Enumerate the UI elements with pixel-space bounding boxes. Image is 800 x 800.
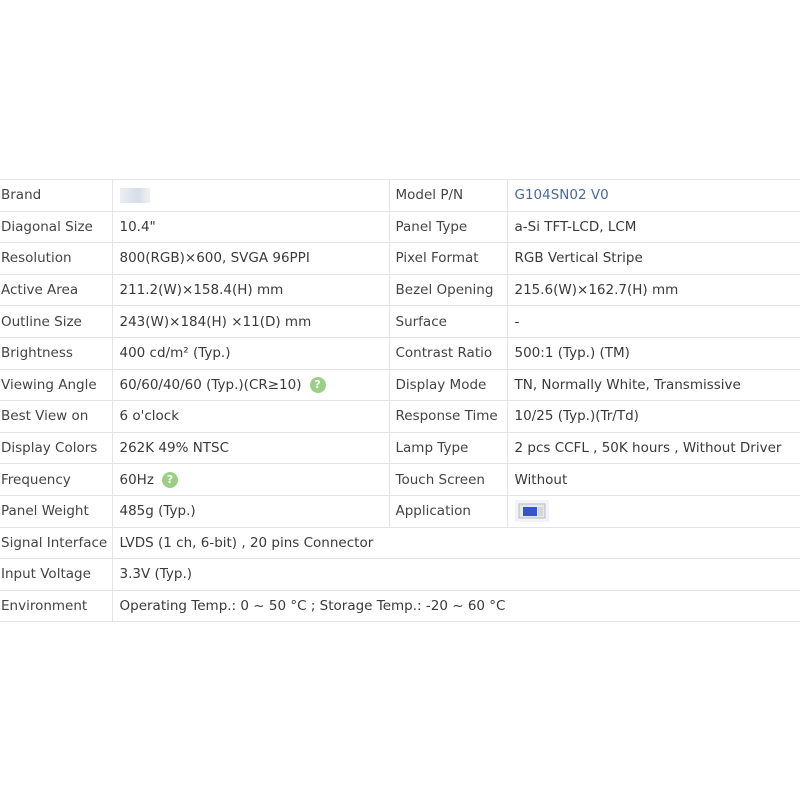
spec-row (0, 243, 800, 275)
spec-key: Viewing Angle (0, 369, 112, 401)
spec-value: 2 pcs CCFL , 50K hours , Without Driver (507, 432, 800, 464)
spec-value: 243(W)×184(H) ×11(D) mm (112, 306, 389, 338)
spec-key: Model P/N (389, 180, 507, 212)
spec-value (507, 495, 800, 527)
spec-value: 262K 49% NTSC (112, 432, 389, 464)
spec-key: Best View on (0, 401, 112, 433)
help-icon[interactable]: ? (310, 377, 326, 393)
spec-value: TN, Normally White, Transmissive (507, 369, 800, 401)
spec-row-wide (0, 590, 800, 622)
spec-key: Panel Weight (0, 495, 112, 527)
spec-row (0, 274, 800, 306)
spec-key: Lamp Type (389, 432, 507, 464)
spec-key: Signal Interface (0, 527, 112, 559)
spec-table (0, 179, 800, 622)
spec-value: 215.6(W)×162.7(H) mm (507, 274, 800, 306)
spec-value: 3.3V (Typ.) (112, 559, 800, 591)
spec-row (0, 211, 800, 243)
spec-value: 10/25 (Typ.)(Tr/Td) (507, 401, 800, 433)
help-icon[interactable]: ? (162, 472, 178, 488)
spec-key: Display Mode (389, 369, 507, 401)
spec-row (0, 464, 800, 496)
spec-value: 211.2(W)×158.4(H) mm (112, 274, 389, 306)
application-monitor-icon[interactable] (515, 500, 549, 522)
spec-row (0, 337, 800, 369)
spec-row-wide (0, 527, 800, 559)
spec-key: Environment (0, 590, 112, 622)
spec-key: Input Voltage (0, 559, 112, 591)
spec-key: Response Time (389, 401, 507, 433)
spec-value: LVDS (1 ch, 6-bit) , 20 pins Connector (112, 527, 800, 559)
spec-row (0, 432, 800, 464)
spec-row (0, 401, 800, 433)
brand-logo (120, 188, 150, 203)
spec-row-wide (0, 559, 800, 591)
spec-key: Display Colors (0, 432, 112, 464)
model-pn-link[interactable]: G104SN02 V0 (514, 187, 609, 204)
spec-key: Brightness (0, 337, 112, 369)
spec-value: 6 o'clock (112, 401, 389, 433)
spec-row (0, 495, 800, 527)
spec-value-link[interactable] (507, 180, 800, 212)
spec-key: Panel Type (389, 211, 507, 243)
spec-row-brand (0, 180, 800, 212)
spec-key: Outline Size (0, 306, 112, 338)
spec-key: Frequency (0, 464, 112, 496)
spec-key: Surface (389, 306, 507, 338)
spec-value: 400 cd/m² (Typ.) (112, 337, 389, 369)
spec-value: Without (507, 464, 800, 496)
spec-key: Brand (0, 180, 112, 212)
spec-row (0, 306, 800, 338)
spec-value (112, 464, 389, 496)
spec-value (112, 369, 389, 401)
spec-value: 500:1 (Typ.) (TM) (507, 337, 800, 369)
spec-key: Contrast Ratio (389, 337, 507, 369)
spec-value: 10.4" (112, 211, 389, 243)
spec-key: Pixel Format (389, 243, 507, 275)
spec-key: Touch Screen (389, 464, 507, 496)
spec-key: Bezel Opening (389, 274, 507, 306)
spec-value: 485g (Typ.) (112, 495, 389, 527)
spec-value: 800(RGB)×600, SVGA 96PPI (112, 243, 389, 275)
spec-key: Resolution (0, 243, 112, 275)
spec-value: RGB Vertical Stripe (507, 243, 800, 275)
spec-key: Application (389, 495, 507, 527)
spec-row (0, 369, 800, 401)
spec-key: Diagonal Size (0, 211, 112, 243)
spec-value: Operating Temp.: 0 ~ 50 °C ; Storage Temp.: -20 ~ 60 °C (112, 590, 800, 622)
spec-key: Active Area (0, 274, 112, 306)
viewing-angle-value: 60/60/40/60 (Typ.)(CR≥10) (119, 376, 302, 393)
spec-value: - (507, 306, 800, 338)
frequency-value: 60Hz (119, 471, 154, 488)
spec-value: a-Si TFT-LCD, LCM (507, 211, 800, 243)
spec-value (112, 180, 389, 212)
